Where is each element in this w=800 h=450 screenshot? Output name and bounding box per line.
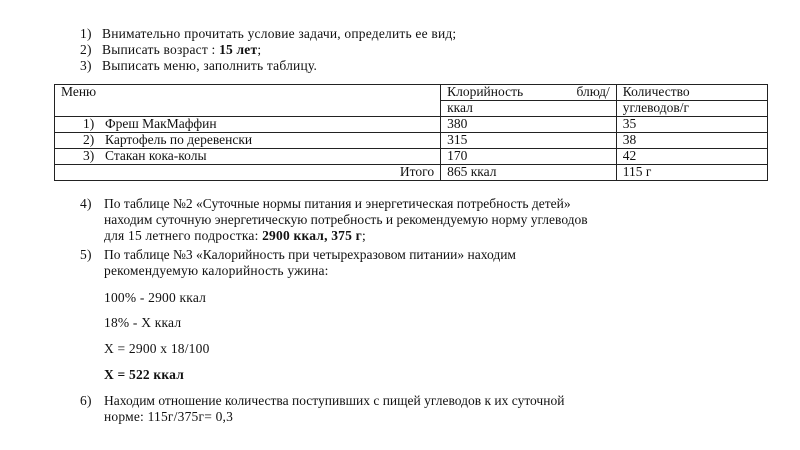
step-4-line2 [104, 212, 768, 228]
step-text: для 15 летнего подростка: [104, 228, 263, 243]
calc-line-3 [104, 341, 210, 357]
total-carbs-cell [616, 165, 767, 181]
step-4-line1 [104, 196, 768, 212]
carbs-cell [616, 149, 767, 165]
kcal-value: 315 [447, 132, 468, 147]
step-6-line2 [104, 409, 233, 425]
total-label-cell [55, 165, 441, 181]
calc-result [104, 367, 184, 383]
step-number: 2) [80, 42, 92, 57]
table-total-row [55, 165, 768, 181]
total-kcal: 865 ккал [447, 164, 497, 179]
calc-text: 18% - Х ккал [104, 315, 182, 330]
header-carbs-b: углеводов/г [622, 100, 690, 115]
row-number: 3) [83, 148, 95, 163]
step-6-num [80, 393, 92, 409]
kcal-cell [441, 149, 617, 165]
table-header-row [55, 85, 768, 101]
step-punct: ; [257, 42, 262, 57]
header-menu [55, 85, 441, 117]
kcal-value: 380 [447, 116, 468, 131]
header-calories-unit [441, 101, 617, 117]
step-5-num [80, 247, 92, 263]
step-6-line1 [104, 393, 768, 409]
step-text: Выписать возраст : [102, 42, 220, 57]
header-calories-c: ккал [447, 100, 473, 115]
step-text: По таблице №2 «Суточные нормы питания и энергетическая потребность детей» [104, 196, 571, 211]
calc-line-2 [104, 315, 181, 331]
calc-result-text: Х = 522 ккал [104, 367, 185, 382]
header-carbs-a: Количество [622, 84, 690, 99]
step-text: находим суточную энергетическую потребность и рекомендуемую норму углеводов [104, 212, 588, 227]
kcal-value: 170 [447, 148, 468, 163]
step-text: норме: 115г/375г= 0,3 [104, 409, 234, 424]
dish-name: Стакан кока-колы [105, 148, 207, 163]
carbs-cell [616, 117, 767, 133]
step-3 [80, 58, 317, 74]
step-2 [80, 42, 261, 58]
calc-line-1 [104, 290, 206, 306]
total-kcal-cell [441, 165, 617, 181]
header-calories-b: блюд/ [576, 84, 610, 99]
step-number: 1) [80, 26, 92, 41]
dish-cell [55, 149, 441, 165]
dish-cell [55, 133, 441, 149]
norm-values: 2900 ккал, 375 г [262, 228, 362, 243]
calc-text: Х = 2900 х 18/100 [104, 341, 210, 356]
carbs-value: 42 [622, 148, 637, 163]
total-label: Итого [399, 164, 435, 179]
step-number: 5) [80, 247, 92, 262]
header-carbs-unit [616, 101, 767, 117]
step-text: Внимательно прочитать условие задачи, определить ее вид; [102, 26, 457, 41]
table-row [55, 133, 768, 149]
step-number: 4) [80, 196, 92, 211]
menu-table [54, 84, 768, 181]
header-calories-a: Клорийность [447, 84, 524, 99]
step-text: Выписать меню, заполнить таблицу. [102, 58, 318, 73]
calc-text: 100% - 2900 ккал [104, 290, 207, 305]
step-5-line2 [104, 263, 329, 279]
step-4-line3 [104, 228, 366, 244]
carbs-cell [616, 133, 767, 149]
header-carbs [616, 85, 767, 101]
kcal-cell [441, 117, 617, 133]
dish-name: Картофель по деревенски [105, 132, 253, 147]
step-text: Находим отношение количества поступивших с пищей углеводов к их суточной [104, 393, 565, 408]
carbs-value: 35 [622, 116, 637, 131]
step-5-line1 [104, 247, 768, 263]
step-text: По таблице №3 «Калорийность при четырехразовом питании» находим [104, 247, 516, 262]
step-1 [80, 26, 456, 42]
dish-name: Фреш МакМаффин [105, 116, 217, 131]
step-punct: ; [361, 228, 366, 243]
kcal-cell [441, 133, 617, 149]
row-number: 1) [83, 116, 95, 131]
row-number: 2) [83, 132, 95, 147]
age-value: 15 лет [219, 42, 258, 57]
dish-cell [55, 117, 441, 133]
total-carbs: 115 г [622, 164, 652, 179]
header-calories [441, 85, 617, 101]
table-row [55, 117, 768, 133]
header-menu-label: Меню [61, 84, 97, 99]
step-text: рекомендуемую калорийность ужина: [104, 263, 329, 278]
step-number: 6) [80, 393, 92, 408]
carbs-value: 38 [622, 132, 637, 147]
step-4-num [80, 196, 92, 212]
step-number: 3) [80, 58, 92, 73]
table-row [55, 149, 768, 165]
